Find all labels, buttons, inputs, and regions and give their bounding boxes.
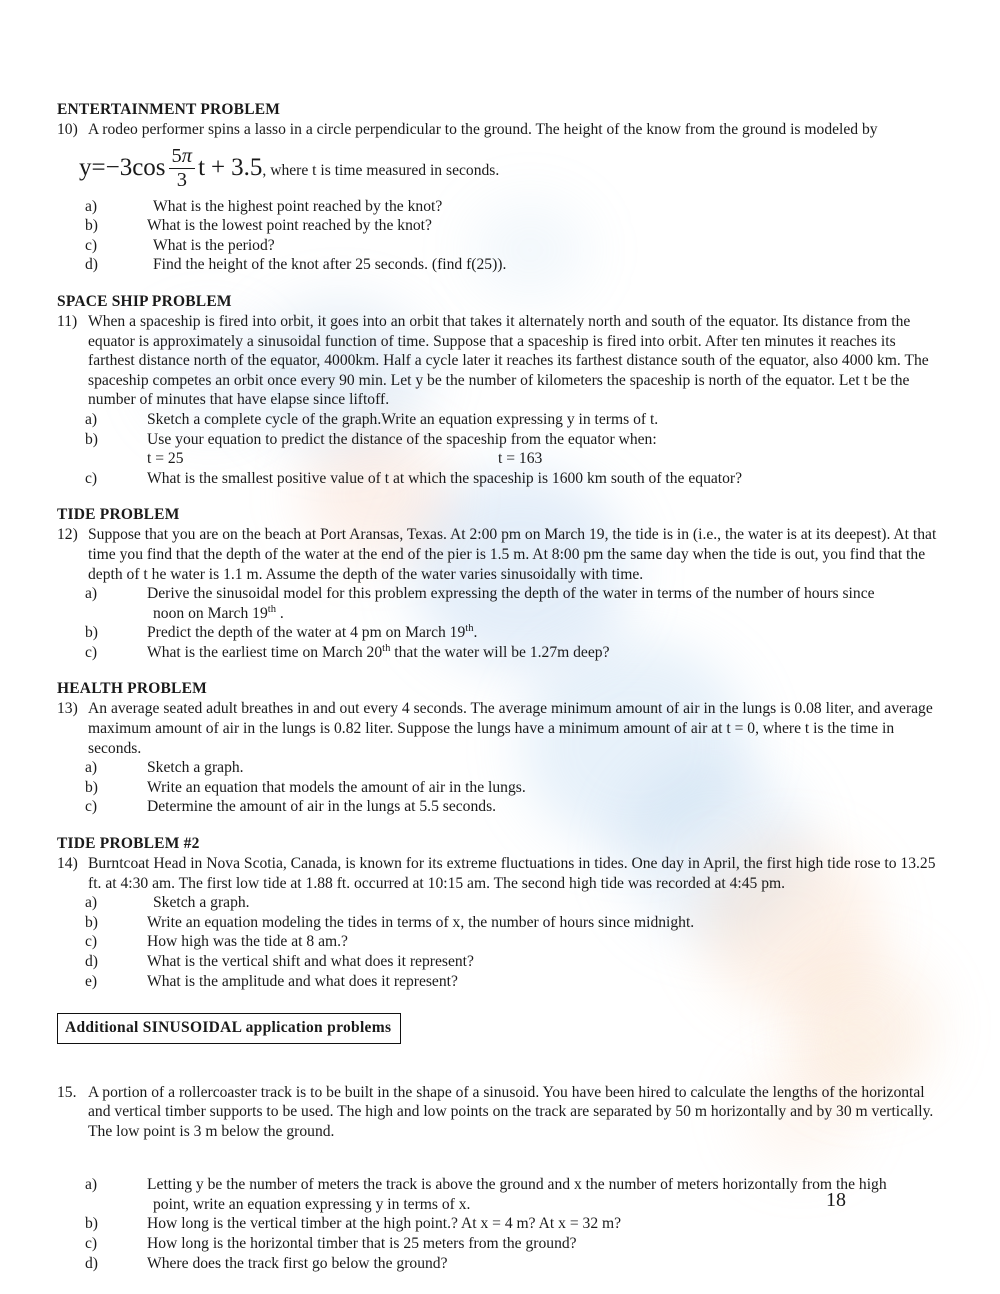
equation-equals: = bbox=[91, 153, 106, 181]
subitem-11a-letter: a) bbox=[85, 410, 98, 428]
subitem-10c bbox=[57, 236, 945, 256]
subitem-15c-letter: c) bbox=[85, 1234, 98, 1252]
document-page bbox=[57, 100, 945, 1273]
subitem-10d-letter: d) bbox=[85, 256, 98, 274]
page-number: 18 bbox=[826, 1189, 846, 1211]
subitem-10a-text: What is the highest point reached by the knot? bbox=[153, 197, 443, 215]
subitem-14d-text: What is the vertical shift and what does it represent? bbox=[147, 953, 474, 971]
subitem-10c-letter: c) bbox=[85, 236, 98, 254]
subitem-14e bbox=[57, 972, 945, 992]
spaceship-t-values bbox=[57, 449, 945, 469]
subitem-12c-letter: c) bbox=[85, 643, 98, 661]
subitem-15a-text: Letting y be the number of meters the track is above the ground and x the number of meters horizontally from the high bbox=[147, 1176, 887, 1194]
problem-11-body: When a spaceship is fired into orbit, it goes into an orbit that takes it alternately north and south of the equator. Its distance from the equator is approximately a sinusoidal function of time. Suppose that a spaceship is fired into orbit. After ten minutes it reaches its farthest distance north of the equator, 4000km. Half a cycle later it reaches its farthest distance south of the equator, also 4000 km. The spaceship competes an orbit once every 90 min. Let y be the number of kilometers the spaceship is north of the equator. Let t be the number of minutes that have elapse since liftoff. bbox=[88, 312, 929, 409]
subitem-13b-text: Write an equation that models the amount of air in the lungs. bbox=[147, 778, 526, 796]
subitem-10a-letter: a) bbox=[85, 197, 98, 215]
problem-12-number: 12) bbox=[57, 526, 78, 544]
problem-10-number: 10) bbox=[57, 121, 78, 138]
problem-15 bbox=[57, 1083, 945, 1142]
subitem-14c-letter: c) bbox=[85, 933, 98, 951]
equation-lhs: y bbox=[79, 153, 92, 181]
boxed-heading-wrapper bbox=[57, 1013, 945, 1044]
subitem-12c bbox=[57, 643, 945, 663]
subitem-15c-text: How long is the horizontal timber that is 25 meters from the ground? bbox=[147, 1234, 577, 1252]
subitem-11a bbox=[57, 410, 945, 430]
problem-14-body: Burntcoat Head in Nova Scotia, Canada, is known for its extreme fluctuations in tides. One day in April, the first high tide rose to 13.25 ft. at 4:30 am. The first low tide at 1.88 ft. occurred at 10:15 am. The second high tide was recorded at 4:45 pm. bbox=[88, 855, 936, 892]
problem-15-body: A portion of a rollercoaster track is to be built in the shape of a sinusoid. You have been hired to calculate the lengths of the horizontal and vertical timber supports to be used. The high and low points on the track are separated by 50 m horizontally and by 30 m vertically. The low point is 3 m below the ground. bbox=[88, 1083, 934, 1140]
subitem-11b-letter: b) bbox=[85, 430, 98, 448]
subitem-13c-letter: c) bbox=[85, 798, 98, 816]
problem-13 bbox=[57, 699, 945, 758]
equation-tail: , where t is time measured in seconds. bbox=[262, 161, 500, 179]
subitem-13a bbox=[57, 758, 945, 778]
subitem-14b-text: Write an equation modeling the tides in terms of x, the number of hours since midnight. bbox=[147, 913, 695, 931]
problem-11 bbox=[57, 312, 945, 410]
subitem-10d-text: Find the height of the knot after 25 seconds. (find f(25)). bbox=[153, 256, 507, 274]
subitem-14b bbox=[57, 913, 945, 933]
equation-lasso-height bbox=[57, 145, 945, 191]
equation-constant: 3.5 bbox=[231, 153, 263, 181]
subitem-11b bbox=[57, 430, 945, 450]
fraction-numerator: 5π bbox=[171, 144, 193, 167]
subitem-14a-text: Sketch a graph. bbox=[153, 894, 250, 912]
subitem-10a bbox=[57, 197, 945, 217]
subitem-14a-letter: a) bbox=[85, 894, 98, 912]
subitem-12a-letter: a) bbox=[85, 585, 98, 603]
subitem-15d-letter: d) bbox=[85, 1254, 98, 1272]
section-heading-health: HEALTH PROBLEM bbox=[57, 680, 207, 698]
subitem-15a bbox=[57, 1175, 945, 1214]
subitem-10b-letter: b) bbox=[85, 217, 98, 235]
subitem-10b-text: What is the lowest point reached by the knot? bbox=[147, 217, 432, 235]
problem-12 bbox=[57, 525, 945, 584]
subitem-11c-text: What is the smallest positive value of t at which the spaceship is 1600 km south of the equator? bbox=[147, 469, 743, 487]
subitem-14b-letter: b) bbox=[85, 913, 98, 931]
subitem-14a bbox=[57, 893, 945, 913]
subitem-12a-line2: noon on March 19th . bbox=[153, 603, 284, 622]
problem-11-number: 11) bbox=[57, 312, 78, 330]
subitem-11b-text: Use your equation to predict the distance of the spaceship from the equator when: bbox=[147, 430, 657, 448]
problem-10-body: A rodeo performer spins a lasso in a circle perpendicular to the ground. The height of the know from the ground is modeled by bbox=[88, 121, 878, 138]
subitem-15b-letter: b) bbox=[85, 1215, 98, 1233]
subitem-13b-letter: b) bbox=[85, 778, 98, 796]
subitem-15b-text: How long is the vertical timber at the high point.? At x = 4 m? At x = 32 m? bbox=[147, 1215, 622, 1233]
section-heading-tide: TIDE PROBLEM bbox=[57, 506, 180, 524]
subitem-13a-letter: a) bbox=[85, 759, 98, 777]
subitem-10c-text: What is the period? bbox=[153, 236, 275, 254]
subitem-14d bbox=[57, 952, 945, 972]
problem-13-body: An average seated adult breathes in and out every 4 seconds. The average minimum amount of air in the lungs is 0.08 liter, and average maximum amount of air in the lungs is 0.82 liter. Suppose the lungs have a minimum amount of air at t = 0, where t is the time in seconds. bbox=[88, 700, 933, 757]
subitem-14c-text: How high was the tide at 8 am.? bbox=[147, 933, 348, 951]
subitem-13c-text: Determine the amount of air in the lungs at 5.5 seconds. bbox=[147, 798, 497, 816]
subitem-14e-text: What is the amplitude and what does it represent? bbox=[147, 972, 458, 990]
equation-variable: t bbox=[198, 153, 206, 181]
equation-fraction bbox=[169, 146, 196, 192]
ordinal-suffix: th bbox=[382, 642, 391, 654]
subitem-10b bbox=[57, 216, 945, 236]
problem-13-number: 13) bbox=[57, 700, 78, 718]
t-value-right: t = 163 bbox=[498, 450, 543, 468]
fraction-denominator: 3 bbox=[176, 169, 187, 192]
section-heading-entertainment: ENTERTAINMENT PROBLEM bbox=[57, 101, 281, 118]
subitem-15a-line2: point, write an equation expressing y in terms of x. bbox=[153, 1195, 471, 1213]
subitem-12b-text: Predict the depth of the water at 4 pm on March 19th. bbox=[147, 623, 478, 642]
subitem-13b bbox=[57, 778, 945, 798]
problem-14 bbox=[57, 854, 945, 893]
equation-coefficient: −3cos bbox=[105, 153, 166, 181]
subitem-12a-text: Derive the sinusoidal model for this problem expressing the depth of the water in terms of the number of hours since bbox=[147, 585, 875, 603]
subitem-11a-text: Sketch a complete cycle of the graph.Write an equation expressing y in terms of t. bbox=[147, 410, 659, 428]
subitem-13c bbox=[57, 797, 945, 817]
problem-14-number: 14) bbox=[57, 855, 78, 873]
subitem-11c-letter: c) bbox=[85, 469, 98, 487]
section-heading-tide-2: TIDE PROBLEM #2 bbox=[57, 835, 200, 853]
equation-plus: + bbox=[211, 153, 226, 181]
t-value-left: t = 25 bbox=[147, 450, 184, 468]
subitem-14d-letter: d) bbox=[85, 953, 98, 971]
ordinal-suffix: th bbox=[267, 603, 277, 615]
subitem-14e-letter: e) bbox=[85, 972, 98, 990]
problem-15-number: 15. bbox=[57, 1083, 77, 1101]
subitem-15d-text: Where does the track first go below the ground? bbox=[147, 1254, 448, 1272]
problem-12-body: Suppose that you are on the beach at Port Aransas, Texas. At 2:00 pm on March 19, the tide is in (i.e., the water is at its deepest). At that time you find that the depth of the water at the end of the pier is 1.5 m. At 8:00 pm the same day when the tide is out, you find that the depth of t he water is 1.1 m. Assume the depth of the water varies sinusoidally with time. bbox=[88, 526, 937, 583]
subitem-13a-text: Sketch a graph. bbox=[147, 759, 244, 777]
problem-10 bbox=[57, 120, 945, 140]
subitem-15c bbox=[57, 1234, 945, 1254]
subitem-15a-letter: a) bbox=[85, 1176, 98, 1194]
section-heading-space-ship: SPACE SHIP PROBLEM bbox=[57, 292, 232, 310]
subitem-12c-text: What is the earliest time on March 20th that the water will be 1.27m deep? bbox=[147, 642, 610, 661]
subitem-12b bbox=[57, 623, 945, 643]
boxed-heading: Additional SINUSOIDAL application problems bbox=[57, 1013, 401, 1044]
subitem-12a bbox=[57, 584, 945, 623]
subitem-12b-letter: b) bbox=[85, 624, 98, 642]
subitem-15d bbox=[57, 1254, 945, 1274]
subitem-14c bbox=[57, 932, 945, 952]
subitem-11c bbox=[57, 469, 945, 489]
subitem-15b bbox=[57, 1214, 945, 1234]
subitem-10d bbox=[57, 255, 945, 275]
ordinal-suffix: th bbox=[465, 623, 474, 635]
